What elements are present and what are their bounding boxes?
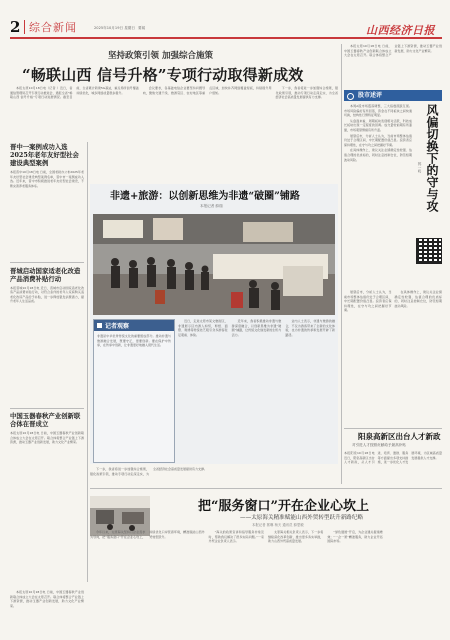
column-divider	[341, 44, 342, 484]
market-section-label: 股市述评	[358, 92, 383, 99]
brief-body: 本报晋城10月18日电 近日，晋城市启动国家适老化改造产品消费补贴行动，对符合条件的老年人家庭购买适老化改造产品给予补贴，进一步释放银发消费潜力，提升老年人生活品质。	[10, 285, 84, 304]
exhibition-hall-photo	[93, 214, 335, 315]
note-title: 记者观察	[105, 323, 130, 330]
feature-paragraph: 业内人士表示，非遗与旅游的融合，不仅为游客带来了全新的文化体验，也为非遗的传承和发展开辟了新路径。	[285, 319, 335, 337]
bottom-byline: 本报记者 郭琳 杨天 通讯员 薛思敏	[252, 523, 304, 527]
lead-body	[10, 86, 338, 136]
brief-divider	[10, 262, 84, 263]
commentary-author: 郭一鸣	[418, 162, 422, 173]
note-icon	[97, 323, 102, 328]
note-title-bar	[94, 320, 174, 331]
bottom-body	[90, 530, 442, 634]
lead-kicker: 坚持政策引领 加强综合施策	[108, 51, 213, 61]
right-top-paragraph: 本报太原10月18日电 日前，中国玉器春秋产业创新联合体成立大会在太原召开。联合体将整合产业链上下游资源，推动玉器产业创新发展，助力文化产业繁荣。	[344, 44, 442, 58]
brief-body: 本报太原10月18日电 日前，中国玉器春秋产业创新联合体成立大会在太原召开。联合体将整合产业链上下游资源，推动玉器产业创新发展，助力文化产业繁荣。	[10, 431, 84, 445]
section-name: 综合新闻	[29, 21, 77, 34]
bottom-paragraph: “海关的政策宣讲和指导服务非常及时，帮助我们解决了很多实际问题。”一家外贸企业负责人表示。	[208, 530, 264, 544]
market-paragraph: 在具体操作上，建议关注业绩确定性较强、估值合理的优质标的，同时注意控制仓位，防范短期波动风险。	[394, 290, 442, 308]
dateline: 2025年10月19日 星期日	[94, 26, 135, 30]
brief-body: 本报晋中10月18日电 日前，全国老龄办公布2025年老年友好型社会建设典型案例名单，晋中市一案例成功入选。近年来，晋中市积极推进老年友好型社会建设，不断完善养老服务体系。	[10, 170, 84, 188]
page-number: 2	[10, 18, 21, 36]
right-brief-subhead: 对引进人才按照贡献给予最高补贴	[352, 443, 406, 447]
lead-paragraph: 会议要求，各基础电信企业要坚持问题导向，聚焦交通干线、旅游景区、农村地区等重点区域，加快补齐网络覆盖短板，持续提升用户感知。	[142, 86, 272, 95]
bottom-paragraph: 今年以来，太原海关坚持以企业需求为导向，把“服务窗口”开在企业心坎上，持续优化口岸营商环境，精准赋能山西外贸转型跃升。	[90, 530, 205, 539]
left-bottom-text	[10, 590, 84, 634]
feature-headline: 非遗+旅游：以创新思维为非遗“破圈”铺路	[110, 191, 300, 202]
lead-paragraph: 本报太原10月18日电（记者 ）近日，省通信管理局召开专项行动推进会，通报全省“畅联山西 信号升格”专项行动进展情况。截至目前，全省累计新建5G基站，重点场所信号覆盖持续优化，城乡网络质量稳步提升。	[10, 86, 139, 100]
section-divider	[24, 20, 25, 34]
lead-headline: “畅联山西 信号升格”专项行动取得新成效	[22, 66, 304, 84]
market-paragraph: 本周A股市场震荡调整，三大指数涨跌互现。市场风险偏好有所回落，资金在不同板块之间快速切换，结构性行情特征明显。	[344, 104, 412, 118]
bottom-paragraph: 太原海关相关负责人表示，下一步将继续深化改革创新，推出更多务实举措，助力山西外贸高质量发展。	[267, 530, 324, 544]
column-divider	[87, 142, 88, 582]
market-section-icon	[347, 93, 354, 100]
left-column	[10, 142, 84, 490]
bottom-divider	[90, 488, 442, 489]
dateline-tag: 要闻	[138, 26, 146, 30]
right-brief-headline: 阳泉高新区出台人才新政	[358, 432, 441, 441]
bottom-paragraph: “绿色通道”开启，为企业通关提速增效；“一企一策”精准服务，助力企业开拓国际市场。	[327, 530, 383, 544]
feature-paragraph: 近日，走进太原市某文旅街区，非遗展示区内游人如织，剪纸、面塑、刺绣等传统技艺吸引众多游客驻足观看、体验。	[178, 319, 228, 337]
newspaper-logo: 山西经济日报	[366, 24, 435, 37]
market-paragraph: 在具体操作上，建议关注业绩确定性较强、估值合理的优质标的，同时注意控制仓位，防范短期波动风险。	[344, 148, 412, 162]
brief-headline: 晋中一案例成功入选2025年老年友好型社会建设典型案例	[10, 143, 79, 167]
masthead-rule	[10, 37, 442, 39]
note-body: 非遗是中华优秀传统文化的重要组成部分。推动非遗与旅游融合发展，既要守正，更要创新。要在保护中传承，在传承中创新，让非遗更好地融入现代生活。	[97, 334, 171, 348]
right-brief-body: 本报阳泉10月18日电 近日，阳泉高新区出台人才新政，从人才引进、培育、激励、服务等方面提出多项支持措施，进一步优化人才发展环境，为区域高质量发展提供人才支撑。	[344, 451, 442, 465]
feature-byline: 本报记者 薛瑞	[200, 204, 223, 208]
lead-paragraph: 下一步，我省将进一步加强综合施策，强化政策引领，推动专项行动走深走实，为全省经济社会高质量发展提供有力支撑。	[275, 86, 338, 100]
market-paragraph: 从盘面来看，周期板块表现相对活跃，科技成长板块出现一定程度的回调。成交量较前期有所萎缩，市场观望情绪有所升温。	[344, 118, 412, 132]
brief-headline: 晋城启动国家适老化改造产品消费补贴行动	[10, 266, 81, 283]
feature-photo	[93, 214, 335, 315]
right-top-text	[344, 44, 442, 88]
bottom-subhead: ——太原海关精准赋能山西外贸转型跃升新路纪略	[240, 515, 364, 521]
brief-headline: 中国玉器春秋产业创新联合体在晋成立	[10, 412, 81, 429]
left-bottom-paragraph: 本报太原10月18日电 日前，中国玉器春秋产业创新联合体成立大会在太原召开。联合体将整合产业链上下游资源，推动玉器产业创新发展，助力文化产业繁荣。	[10, 590, 84, 608]
market-section-bar	[344, 90, 442, 101]
feature-paragraph: 近年来，我省积极推动非遗与旅游深度融合，以创新思维为非遗“破圈”铺路，让传统文化焕发新的生机与活力。	[231, 319, 282, 337]
market-paragraph: 展望后市，分析人士认为，当前市场整体估值仍处于合理区间，中长期配置价值凸显。投资者应保持理性，在守与攻之间把握好节奏。	[344, 133, 412, 147]
commentary-headline: 风偏切换下的守与攻	[425, 104, 439, 212]
masthead	[0, 0, 450, 42]
continuation-paragraph: 下一步，我省将进一步加强综合施策，强化政策引领，推动专项行动走深走实，为全省经济社会高质量发展提供有力支撑。	[90, 467, 208, 476]
market-lower-body	[344, 290, 442, 426]
brief-divider	[344, 428, 442, 429]
middle-continuation	[90, 467, 338, 485]
reporter-note-box	[93, 319, 175, 463]
qr-code	[416, 238, 442, 264]
bottom-headline: 把“服务窗口”开在企业心坎上	[198, 499, 369, 514]
market-paragraph: 展望后市，分析人士认为，当前市场整体估值仍处于合理区间，中长期配置价值凸显。投资者应保持理性，在守与攻之间把握好节奏。	[344, 290, 392, 313]
brief-divider	[10, 408, 84, 409]
feature-body	[178, 319, 335, 461]
